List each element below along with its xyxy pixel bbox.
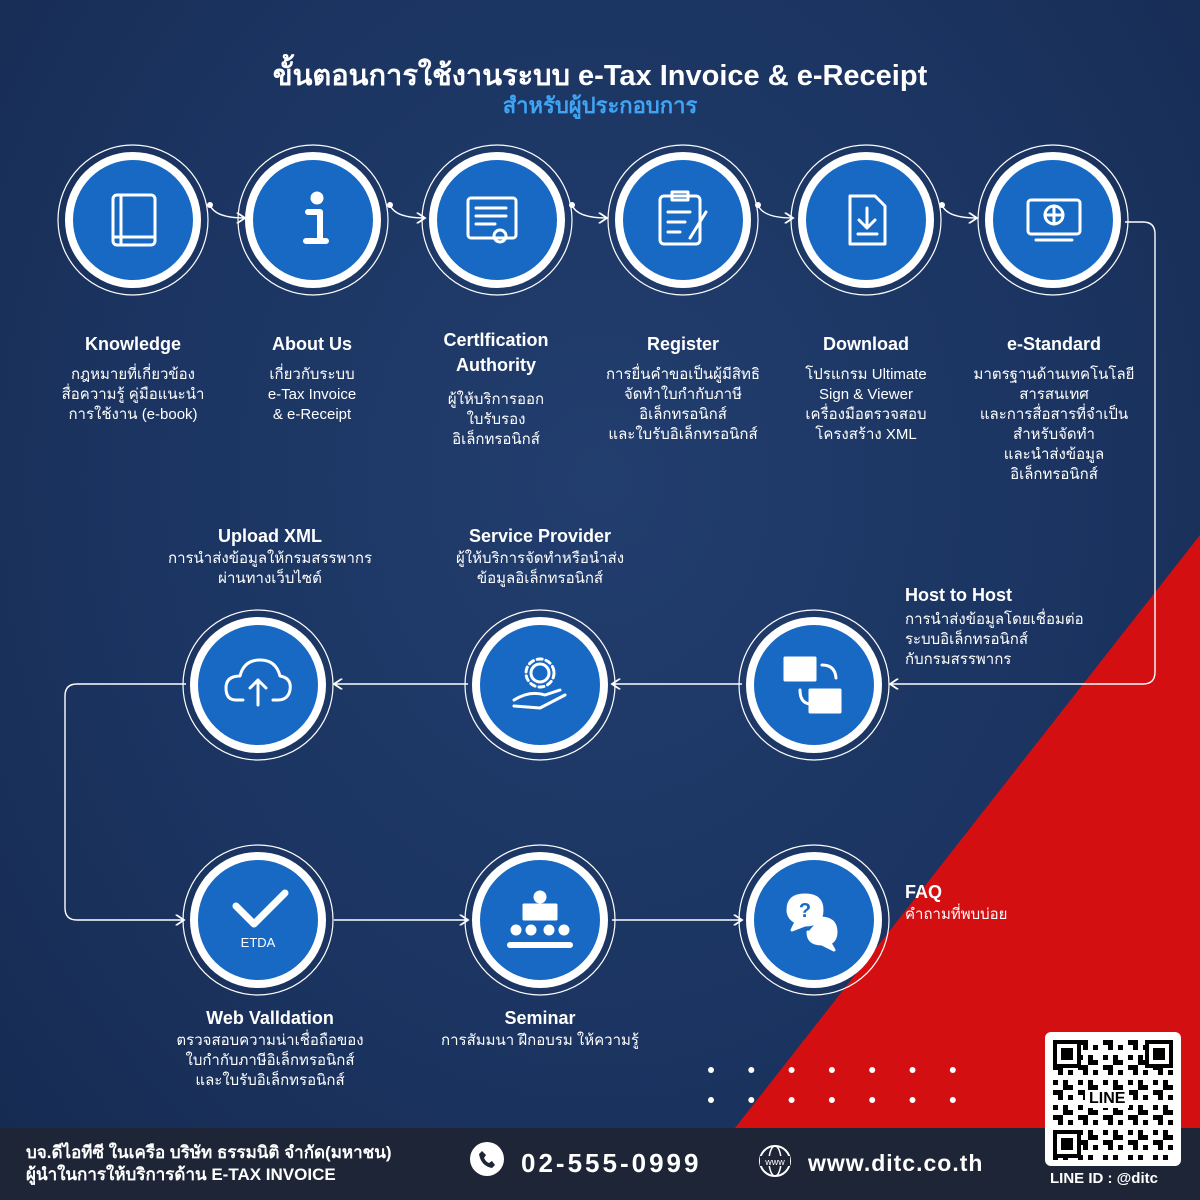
company-name: บจ.ดีไอทีซี ในเครือ บริษัท ธรรมนิติ จำกัด(มหาชน) [26, 1143, 392, 1162]
step-desc: การยื่นคำขอเป็นผู้มีสิทธิ จัดทำใบกำกับภาษี อิเล็กทรอนิกส์ และใบรับอิเล็กทรอนิกส์ [605, 366, 761, 443]
globe-monitor-icon [1028, 200, 1080, 240]
step-download[interactable] [805, 332, 927, 445]
step-upload-xml[interactable] [168, 524, 372, 589]
certificate-icon [468, 198, 516, 242]
computers-sync-icon [785, 658, 840, 712]
step-title: Register [646, 334, 720, 354]
book-icon [113, 195, 155, 245]
website-link[interactable]: www.ditc.co.th [808, 1150, 984, 1176]
step-register[interactable] [606, 332, 760, 445]
step-desc: ตรวจสอบความน่าเชื่อถือของ ใบกำกับภาษีอิเล็กทรอนิกส์ และใบรับอิเล็กทรอนิกส์ [176, 1032, 364, 1089]
step-e-standard[interactable] [974, 332, 1135, 485]
check-etda-icon [236, 893, 285, 924]
step-web-validation[interactable] [176, 1006, 363, 1091]
step-title: FAQ [905, 882, 943, 902]
step-desc: การนำส่งข้อมูลโดยเชื่อมต่อ ระบบอิเล็กทรอนิกส์ กับกรมสรรพากร [905, 611, 1084, 668]
page-subtitle: สำหรับผู้ประกอบการ [502, 93, 698, 118]
step-title: Knowledge [84, 334, 181, 354]
step-title: Upload XML [218, 526, 322, 546]
phone-number[interactable]: 02-555-0999 [521, 1148, 702, 1178]
clipboard-edit-icon [660, 192, 706, 244]
step-desc: การนำส่งข้อมูลให้กรมสรรพากร ผ่านทางเว็บไซต์ [167, 550, 373, 587]
step-title: Host to Host [905, 585, 1012, 605]
question-chat-icon [788, 895, 836, 950]
cloud-upload-icon [226, 660, 290, 705]
step-seminar[interactable] [441, 1006, 639, 1051]
step-desc: การสัมมนา ฝึกอบรม ให้ความรู้ [441, 1032, 639, 1049]
step-title: Seminar [504, 1008, 576, 1028]
step-desc: เกี่ยวกับระบบ e-Tax Invoice & e-Receipt [267, 366, 357, 423]
svg-text:?: ? [798, 900, 812, 922]
step-knowledge[interactable] [62, 332, 205, 425]
etda-logo: ETDA [240, 935, 276, 950]
step-desc: กฎหมายที่เกี่ยวข้อง สื่อความรู้ คู่มือแนะนำ การใช้งาน (e-book) [61, 366, 205, 423]
step-title: e-Standard [1006, 334, 1102, 354]
step-certification-authority[interactable] [443, 328, 548, 450]
step-service-provider[interactable] [456, 524, 624, 589]
qr-line-label: LINE [1085, 1090, 1129, 1108]
step-about-us[interactable] [268, 332, 356, 425]
footer [0, 1128, 1200, 1200]
step-title: Service Provider [468, 526, 612, 546]
step-desc: โปรแกรม Ultimate Sign & Viewer เครื่องมือตรวจสอบ โครงสร้าง XML [805, 366, 927, 443]
step-title: About Us [272, 334, 352, 354]
seminar-icon [510, 892, 570, 945]
step-title: Web Valldation [206, 1008, 334, 1028]
step-desc: มาตรฐานด้านเทคโนโลยี สารสนเทศ และการสื่อสารที่จำเป็น สำหรับจัดทำ และนำส่งข้อมูล อิเล็กทรอนิกส์ [973, 366, 1135, 483]
company-tagline: ผู้นำในการให้บริการด้าน E-TAX INVOICE [26, 1165, 336, 1184]
step-title: Download [822, 334, 909, 354]
line-qr-code[interactable] [1045, 1032, 1181, 1166]
step-desc: คำถามที่พบบ่อย [905, 906, 1008, 923]
phone-icon [470, 1142, 504, 1176]
globe-www-icon [758, 1144, 792, 1178]
page-title: ขั้นตอนการใช้งานระบบ e-Tax Invoice & e-Receipt [272, 60, 928, 92]
info-icon [306, 193, 326, 241]
line-id: LINE ID : @ditc [1050, 1170, 1158, 1187]
step-host-to-host[interactable] [905, 583, 1084, 670]
gear-hand-icon [514, 659, 565, 708]
svg-text:www: www [765, 1157, 785, 1167]
download-file-icon [850, 196, 885, 244]
step-desc: ผู้ให้บริการจัดทำหรือนำส่ง ข้อมูลอิเล็กทรอนิกส์ [455, 550, 625, 587]
step-desc: ผู้ให้บริการออก ใบรับรอง อิเล็กทรอนิกส์ [447, 391, 545, 448]
step-title: Certlfication Authority [443, 330, 549, 375]
step-faq[interactable] [905, 880, 1007, 925]
